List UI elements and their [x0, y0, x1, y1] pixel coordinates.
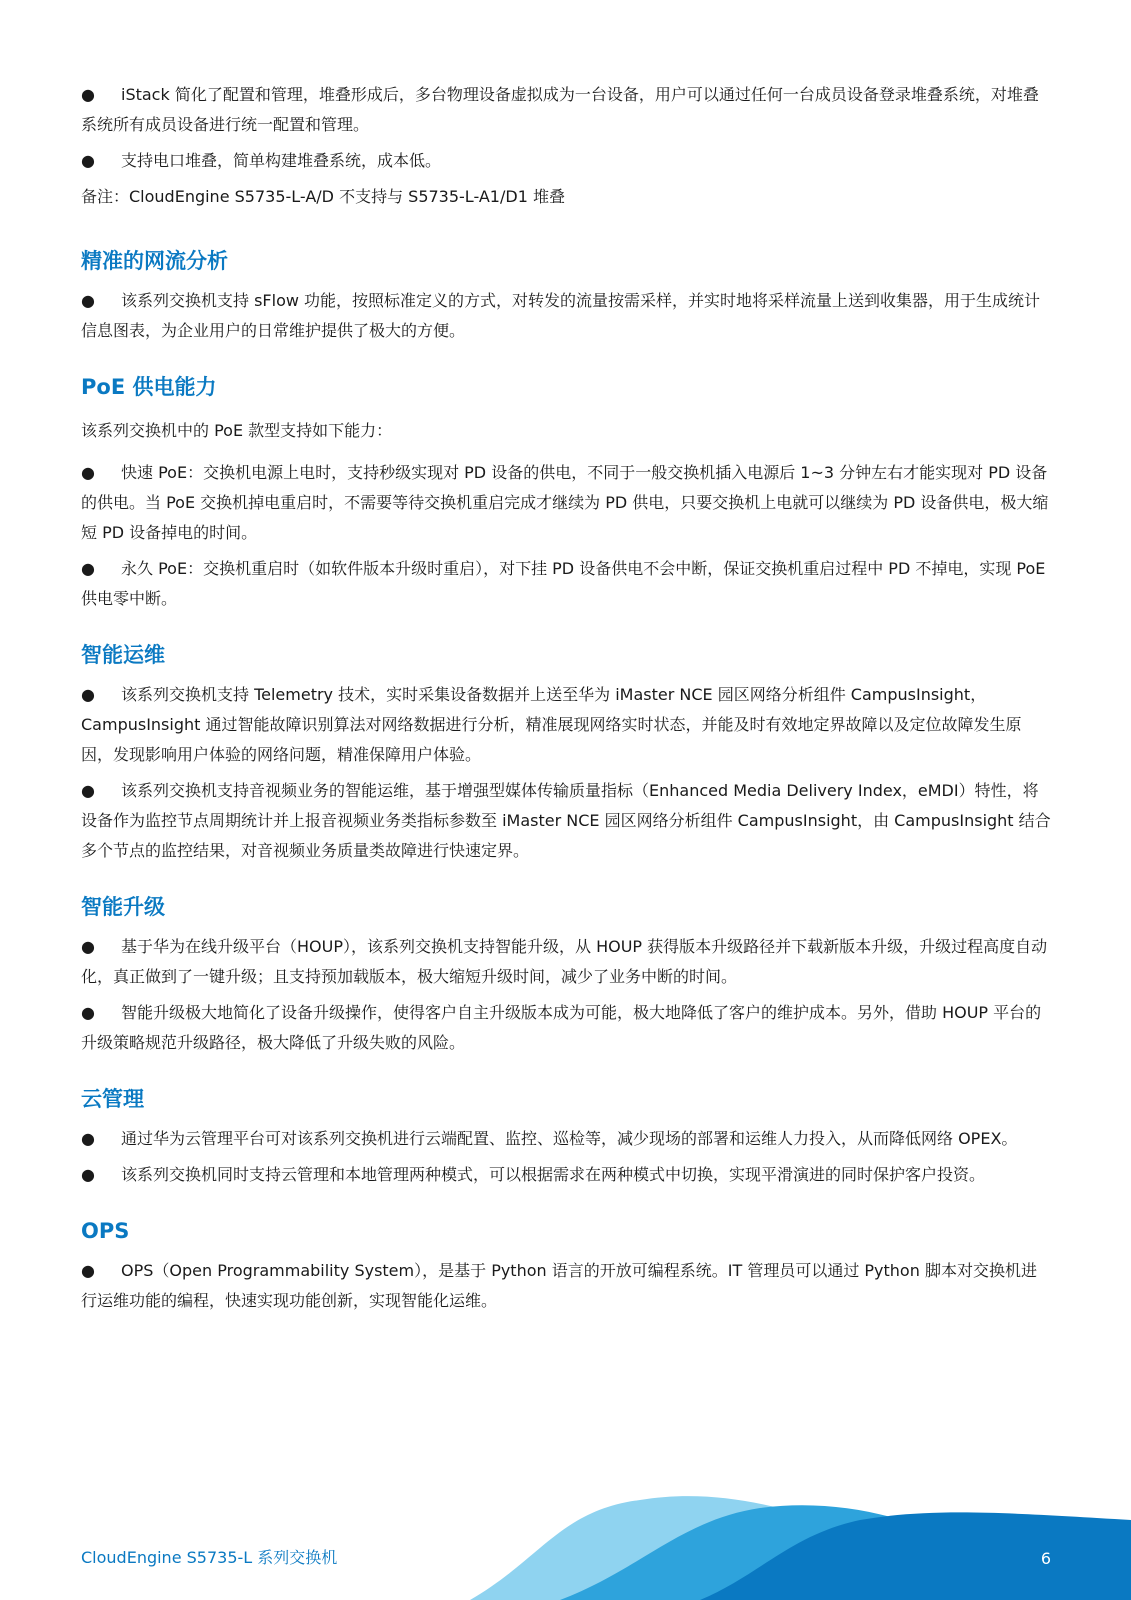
list-item: ● 支持电口堆叠，简单构建堆叠系统，成本低。 — [81, 146, 1051, 176]
list-item: ● iStack 简化了配置和管理，堆叠形成后，多台物理设备虚拟成为一台设备，用户可以通过任何一台成员设备登录堆叠系统，对堆叠系统所有成员设备进行统一配置和管理。 — [81, 80, 1051, 140]
section-title-ops: OPS — [81, 1219, 130, 1243]
bullet-icon: ● — [81, 1165, 95, 1184]
list-item: ● 该系列交换机支持 sFlow 功能，按照标准定义的方式，对转发的流量按需采样，并实时地将采样流量上送到收集器，用于生成统计信息图表，为企业用户的日常维护提供了极大的方便。 — [81, 286, 1051, 346]
page-number: 6 — [1040, 1549, 1051, 1568]
bullet-icon: ● — [81, 685, 95, 704]
bullet-icon: ● — [81, 1261, 95, 1280]
bullet-icon: ● — [81, 151, 95, 170]
bullet-icon: ● — [81, 85, 95, 104]
document-body — [81, 80, 1051, 1322]
list-item: ● 智能升级极大地简化了设备升级操作，使得客户自主升级版本成为可能，极大地降低了客户的维护成本。另外，借助 HOUP 平台的升级策略规范升级路径，极大降低了升级失败的风险。 — [81, 998, 1051, 1058]
section-title-cloud: 云管理 — [81, 1087, 144, 1111]
footer-title: CloudEngine S5735-L 系列交换机 — [81, 1548, 338, 1567]
section-title-netflow: 精准的网流分析 — [81, 249, 228, 273]
section-title-ops-maint: 智能运维 — [81, 643, 165, 667]
page-footer — [0, 1490, 1131, 1600]
bullet-icon: ● — [81, 1129, 95, 1148]
list-item: ● 该系列交换机支持音视频业务的智能运维，基于增强型媒体传输质量指标（Enhanced Media Delivery Index，eMDI）特性，将设备作为监控节点周期统计并上报音视频业务类指标参数至 iMaster NCE 园区网络分析组件 CampusInsight，由 CampusInsight 结合多个节点的监控结果，对音视频业务质量类故障进行快速定界。 — [81, 776, 1051, 866]
section-title-upgrade: 智能升级 — [81, 895, 165, 919]
list-item: ● 快速 PoE：交换机电源上电时，支持秒级实现对 PD 设备的供电，不同于一般交换机插入电源后 1~3 分钟左右才能实现对 PD 设备的供电。当 PoE 交换机掉电重启时，不需要等待交换机重启完成才继续为 PD 供电，只要交换机上电就可以继续为 PD 设备供电，极大缩短 PD 设备掉电的时间。 — [81, 458, 1051, 548]
list-item: ● 该系列交换机同时支持云管理和本地管理两种模式，可以根据需求在两种模式中切换，实现平滑演进的同时保护客户投资。 — [81, 1160, 1051, 1190]
stack-note: 备注：CloudEngine S5735-L-A/D 不支持与 S5735-L-A1/D1 堆叠 — [81, 187, 565, 206]
poe-intro: 该系列交换机中的 PoE 款型支持如下能力： — [81, 421, 393, 440]
list-item: ● 通过华为云管理平台可对该系列交换机进行云端配置、监控、巡检等，减少现场的部署和运维人力投入，从而降低网络 OPEX。 — [81, 1124, 1051, 1154]
list-item: ● 该系列交换机支持 Telemetry 技术，实时采集设备数据并上送至华为 iMaster NCE 园区网络分析组件 CampusInsight，CampusInsight 通过智能故障识别算法对网络数据进行分析，精准展现网络实时状态，并能及时有效地定界故障以及定位故障发生原因，发现影响用户体验的网络问题，精准保障用户体验。 — [81, 680, 1051, 770]
list-item: ● 永久 PoE：交换机重启时（如软件版本升级时重启），对下挂 PD 设备供电不会中断，保证交换机重启过程中 PD 不掉电，实现 PoE 供电零中断。 — [81, 554, 1051, 614]
bullet-icon: ● — [81, 1003, 95, 1022]
list-item: ● 基于华为在线升级平台（HOUP），该系列交换机支持智能升级，从 HOUP 获得版本升级路径并下载新版本升级，升级过程高度自动化，真正做到了一键升级；且支持预加载版本，极大缩短升级时间，减少了业务中断的时间。 — [81, 932, 1051, 992]
bullet-icon: ● — [81, 937, 95, 956]
section-title-poe: PoE 供电能力 — [81, 375, 217, 399]
bullet-icon: ● — [81, 559, 95, 578]
bullet-icon: ● — [81, 463, 95, 482]
list-item: ● OPS（Open Programmability System），是基于 Python 语言的开放可编程系统。IT 管理员可以通过 Python 脚本对交换机进行运维功能的编程，快速实现功能创新，实现智能化运维。 — [81, 1256, 1051, 1316]
bullet-icon: ● — [81, 291, 95, 310]
bullet-icon: ● — [81, 781, 95, 800]
